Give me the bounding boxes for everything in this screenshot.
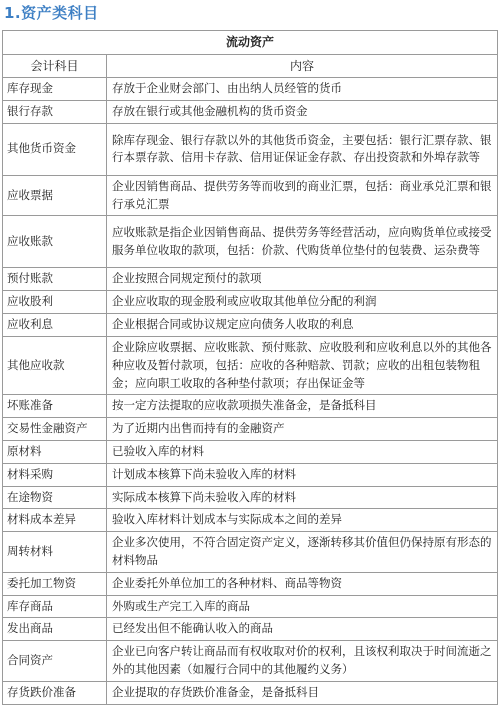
account-name: 周转材料 <box>3 532 107 573</box>
account-description: 应收账款是指企业因销售商品、提供劳务等经营活动，应向购货单位或接受服务单位收取的款项，包括：价款、代购货单位垫付的包装费、运杂费等 <box>107 216 498 268</box>
account-description: 企业多次使用，不符合固定资产定义，逐渐转移其价值但仍保持原有形态的材料物品 <box>107 532 498 573</box>
account-name: 原材料 <box>3 440 107 463</box>
section-header: 流动资产 <box>3 31 498 55</box>
table-row <box>3 532 498 573</box>
account-description: 已经发出但不能确认收入的商品 <box>107 618 498 641</box>
table-row <box>3 314 498 337</box>
table-row <box>3 509 498 532</box>
table-row <box>3 336 498 394</box>
account-name: 合同资产 <box>3 641 107 682</box>
account-name: 预付账款 <box>3 268 107 291</box>
account-name: 库存商品 <box>3 595 107 618</box>
table-row <box>3 572 498 595</box>
table-row <box>3 618 498 641</box>
account-description: 企业因销售商品、提供劳务等而收到的商业汇票，包括：商业承兑汇票和银行承兑汇票 <box>107 175 498 216</box>
account-name: 其他应收款 <box>3 336 107 394</box>
table-row <box>3 681 498 704</box>
account-name: 库存现金 <box>3 78 107 101</box>
account-description: 企业除应收票据、应收账款、预付账款、应收股利和应收利息以外的其他各种应收及暂付款项，包括：应收的各种赔款、罚款；应收的出租包装物租金；应向职工收取的各种垫付款项；存出保证金等 <box>107 336 498 394</box>
account-name: 应收账款 <box>3 216 107 268</box>
column-header-content: 内容 <box>107 54 498 78</box>
table-row <box>3 463 498 486</box>
account-description: 为了近期内出售而持有的金融资产 <box>107 418 498 441</box>
table-row <box>3 395 498 418</box>
account-name: 材料成本差异 <box>3 509 107 532</box>
account-name: 交易性金融资产 <box>3 418 107 441</box>
account-name: 应收票据 <box>3 175 107 216</box>
account-description: 存放于企业财会部门、由出纳人员经管的货币 <box>107 78 498 101</box>
account-name: 应收利息 <box>3 314 107 337</box>
account-name: 材料采购 <box>3 463 107 486</box>
table-row <box>3 78 498 101</box>
account-description: 企业提取的存货跌价准备金，是备抵科目 <box>107 681 498 704</box>
accounts-table <box>2 30 498 705</box>
account-description: 企业已向客户转让商品而有权收取对价的权利，且该权利取决于时间流逝之外的其他因素（如履行合同中的其他履约义务） <box>107 641 498 682</box>
account-description: 企业委托外单位加工的各种材料、商品等物资 <box>107 572 498 595</box>
table-row <box>3 268 498 291</box>
account-name: 存货跌价准备 <box>3 681 107 704</box>
account-description: 企业根据合同或协议规定应向债务人收取的利息 <box>107 314 498 337</box>
table-body <box>3 78 498 705</box>
table-row <box>3 175 498 216</box>
account-description: 计划成本核算下尚未验收入库的材料 <box>107 463 498 486</box>
account-description: 存放在银行或其他金融机构的货币资金 <box>107 101 498 124</box>
account-description: 外购或生产完工入库的商品 <box>107 595 498 618</box>
accounts-table-wrapper <box>2 30 498 705</box>
account-name: 银行存款 <box>3 101 107 124</box>
table-row <box>3 123 498 175</box>
account-description: 实际成本核算下尚未验收入库的材料 <box>107 486 498 509</box>
account-description: 企业应收取的现金股利或应收取其他单位分配的利润 <box>107 291 498 314</box>
table-row <box>3 641 498 682</box>
page-title: 1.资产类科目 <box>4 4 99 22</box>
account-name: 委托加工物资 <box>3 572 107 595</box>
table-row <box>3 486 498 509</box>
table-row <box>3 291 498 314</box>
account-name: 坏账准备 <box>3 395 107 418</box>
table-row <box>3 216 498 268</box>
account-name: 应收股利 <box>3 291 107 314</box>
table-row <box>3 418 498 441</box>
account-description: 按一定方法提取的应收款项损失准备金，是备抵科目 <box>107 395 498 418</box>
account-name: 其他货币资金 <box>3 123 107 175</box>
account-name: 在途物资 <box>3 486 107 509</box>
column-header-name: 会计科目 <box>3 54 107 78</box>
account-description: 已验收入库的材料 <box>107 440 498 463</box>
table-row <box>3 101 498 124</box>
account-description: 除库存现金、银行存款以外的其他货币资金，主要包括：银行汇票存款、银行本票存款、信用卡存款、信用证保证金存款、存出投资款和外埠存款等 <box>107 123 498 175</box>
table-row <box>3 595 498 618</box>
account-description: 企业按照合同规定预付的款项 <box>107 268 498 291</box>
account-name: 发出商品 <box>3 618 107 641</box>
account-description: 验收入库材料计划成本与实际成本之间的差异 <box>107 509 498 532</box>
table-row <box>3 440 498 463</box>
